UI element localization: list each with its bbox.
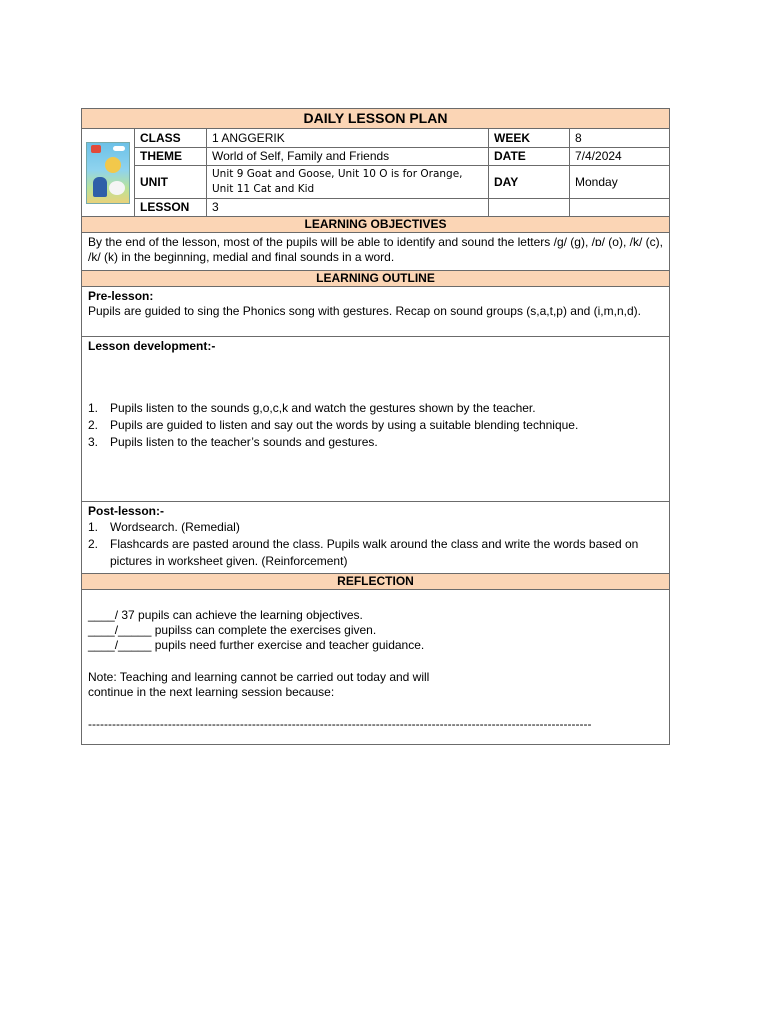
empty-cell: [570, 199, 670, 217]
outline-heading: LEARNING OUTLINE: [82, 271, 670, 287]
day-label: DAY: [489, 166, 570, 199]
class-label: CLASS: [135, 129, 207, 148]
pre-lesson-section: [82, 287, 670, 337]
date-value: 7/4/2024: [570, 148, 670, 166]
post-lesson-section: [82, 502, 670, 574]
plan-title: DAILY LESSON PLAN: [82, 109, 670, 129]
unit-label: UNIT: [135, 166, 207, 199]
post-lesson-label: Post-lesson:-: [88, 504, 165, 518]
lesson-label: LESSON: [135, 199, 207, 217]
development-list: [88, 400, 663, 451]
note-line-1: Note: Teaching and learning cannot be carried out today and will: [88, 670, 430, 684]
week-value: 8: [570, 129, 670, 148]
theme-label: THEME: [135, 148, 207, 166]
post-lesson-list: [88, 519, 663, 570]
reflection-line-1: ____/ 37 pupils can achieve the learning objectives.: [88, 608, 363, 622]
list-item: 2. Pupils are guided to listen and say out the words by using a suitable blending technique.: [88, 418, 579, 432]
note-line-2: continue in the next learning session because:: [88, 685, 335, 699]
pre-lesson-label: Pre-lesson:: [88, 289, 154, 303]
list-item: 2. Flashcards are pasted around the class. Pupils walk around the class and write the words based on pictures in worksheet given. (Reinforcement): [88, 537, 639, 568]
day-value: Monday: [570, 166, 670, 199]
lesson-development-section: [82, 337, 670, 502]
objectives-heading: LEARNING OBJECTIVES: [82, 217, 670, 233]
list-item: 1. Pupils listen to the sounds g,o,c,k and watch the gestures shown by the teacher.: [88, 401, 536, 415]
class-value: 1 ANGGERIK: [207, 129, 489, 148]
empty-cell: [489, 199, 570, 217]
unit-value: Unit 9 Goat and Goose, Unit 10 O is for Orange, Unit 11 Cat and Kid: [207, 166, 489, 199]
development-label: Lesson development:-: [88, 339, 216, 353]
reflection-line-3: ____/_____ pupils need further exercise and teacher guidance.: [88, 638, 425, 652]
list-item: 1. Wordsearch. (Remedial): [88, 520, 240, 534]
theme-value: World of Self, Family and Friends: [207, 148, 489, 166]
write-in-dashed-line: ------------------------------------------------------------------------------------------------------------------------------: [88, 717, 592, 731]
lesson-plan-table: [81, 108, 670, 745]
week-label: WEEK: [489, 129, 570, 148]
lesson-value: 3: [207, 199, 489, 217]
objectives-text: By the end of the lesson, most of the pupils will be able to identify and sound the letters /g/ (g), /ɒ/ (o), /k/ (c), /k/ (k) in the beginning, medial and final sounds in a word.: [82, 233, 670, 271]
reflection-section: [82, 590, 670, 745]
reflection-heading: REFLECTION: [82, 574, 670, 590]
textbook-cover-cell: [82, 129, 135, 217]
list-item: 3. Pupils listen to the teacher’s sounds and gestures.: [88, 435, 378, 449]
reflection-line-2: ____/_____ pupilss can complete the exercises given.: [88, 623, 377, 637]
pre-lesson-text: Pupils are guided to sing the Phonics song with gestures. Recap on sound groups (s,a,t,p) and (i,m,n,d).: [88, 304, 641, 318]
textbook-cover-icon: [86, 142, 130, 204]
date-label: DATE: [489, 148, 570, 166]
